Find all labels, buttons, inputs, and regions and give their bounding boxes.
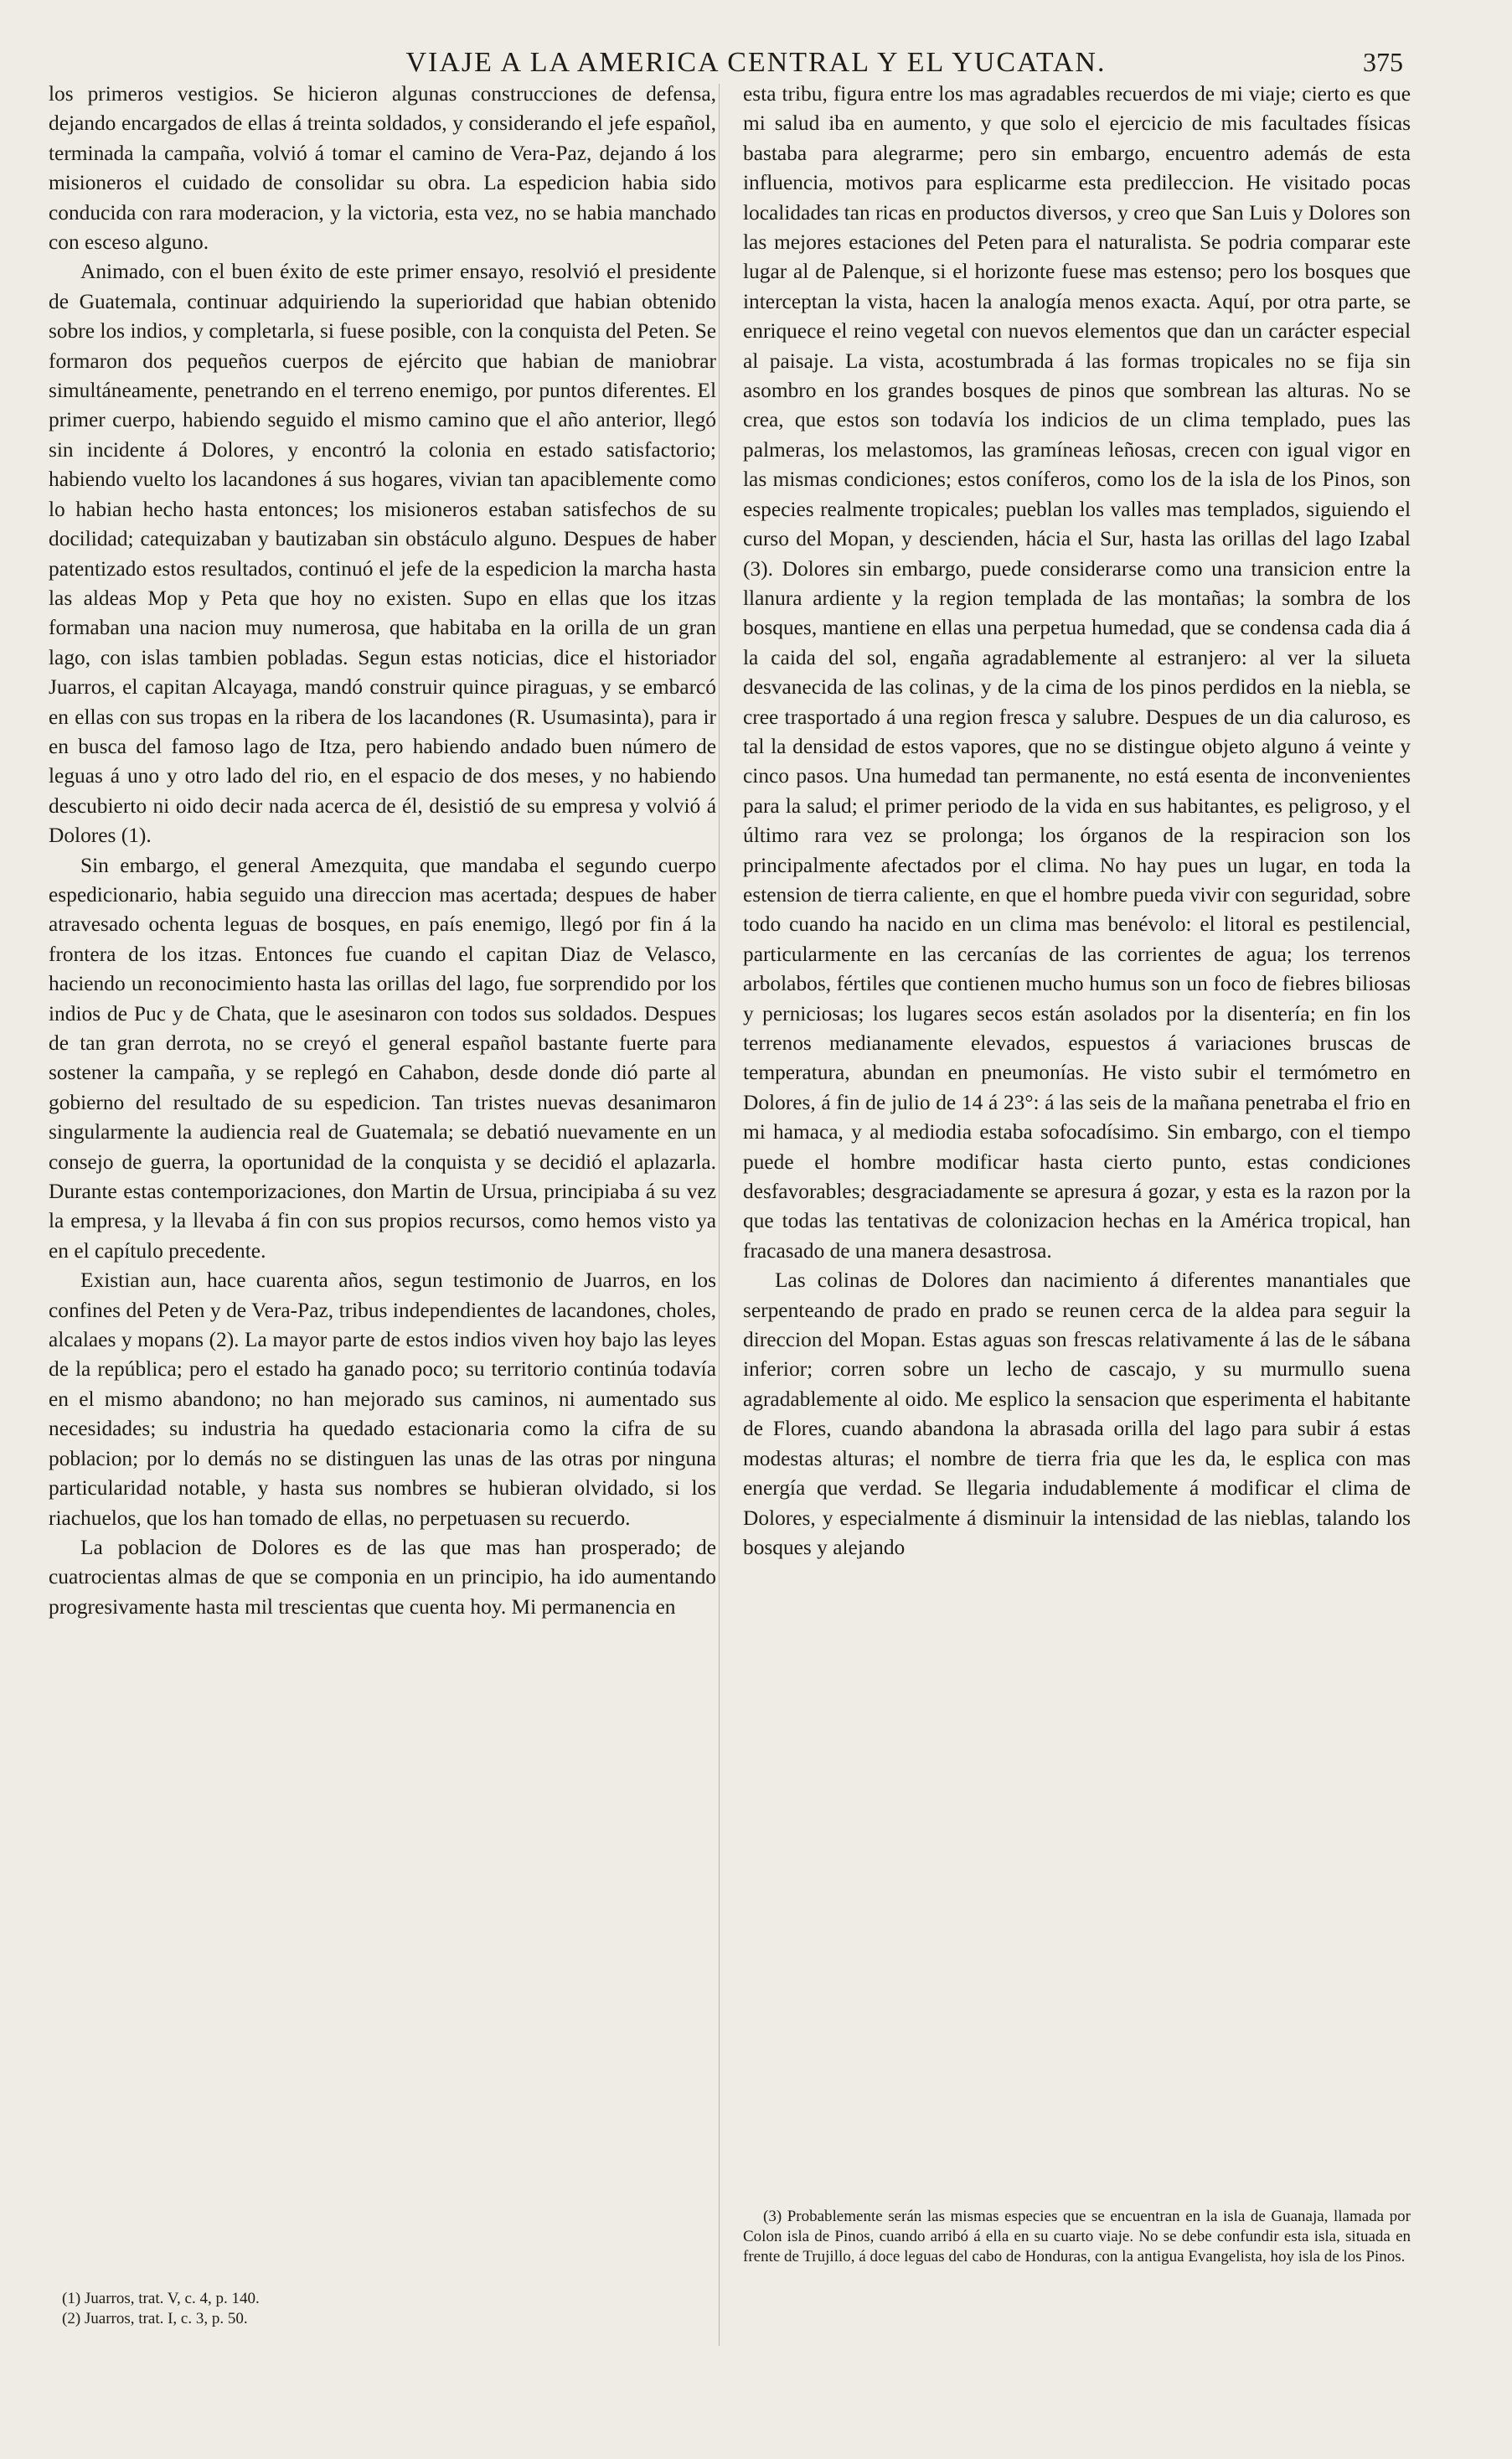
page-number: 375 xyxy=(1363,47,1403,77)
footnote: (3) Probablemente serán las mismas especies que se encuentran en la isla de Guanaja, llamada por Colon isla de Pinos, cuando arribó á ella en su cuarto viaje. No se debe confundir esta isla, situada en frente de Trujillo, á doce leguas del cabo de Honduras, con la antigua Evangelista, hoy isla de los Pinos. xyxy=(743,2208,1411,2265)
footnotes-left xyxy=(49,2289,716,2329)
paragraph: esta tribu, figura entre los mas agradables recuerdos de mi viaje; cierto es que mi salud iba en aumento, y que solo el ejercicio de mis facultades físicas bastaba para alegrarme; pero sin embargo, encuentro además de esta influencia, motivos para esplicarme esta predileccion. He visitado pocas localidades tan ricas en productos diversos, y creo que San Luis y Dolores son las mejores estaciones del Peten para el naturalista. Se podria comparar este lugar al de Palenque, si el horizonte fuese mas estenso; pero los bosques que interceptan la vista, hacen la analogía menos exacta. Aquí, por otra parte, se enriquece el reino vegetal con nuevos elementos que dan un carácter especial al paisaje. La vista, acostumbrada á las formas tropicales no se fija sin asombro en los grandes bosques de pinos que sombrean las alturas. No se crea, que estos son todavía los indicios de un clima templado, pues las palmeras, los melastomos, las gramíneas leñosas, crecen con igual vigor en las mismas condiciones; estos coníferos, como los de la isla de los Pinos, son especies realmente tropicales; pueblan los valles mas templados, siguiendo el curso del Mopan, y descienden, hácia el Sur, hasta las orillas del lago Izabal (3). Dolores sin embargo, puede considerarse como una transicion entre la llanura ardiente y la region templada de las montañas; la sombra de los bosques, mantiene en ellas una perpetua humedad, que se condensa cada dia á la caida del sol, engaña agradablemente al estranjero: al ver la silueta desvanecida de las colinas, y de la cima de los pinos perdidos en la niebla, se cree trasportado á una region fresca y salubre. Despues de un dia caluroso, es tal la densidad de estos vapores, que no se distingue objeto alguno á veinte y cinco pasos. Una humedad tan permanente, no está esenta de inconvenientes para la salud; el primer periodo de la vida en sus habitantes, es peligroso, y el último rara vez se prolonga; los órganos de la respiracion son los principalmente afectados por el clima. No hay pues un lugar, en toda la estension de tierra caliente, en que el hombre pueda vivir con seguridad, sobre todo cuando ha nacido en un clima mas benévolo: el litoral es pestilencial, particularmente en las cercanías de las corrientes de agua; los terrenos arbolabos, fértiles que contienen mucho humus son un foco de fiebres biliosas y perniciosas; los lugares secos están asolados por la disentería; en fin los terrenos medianamente elevados, espuestos á variaciones bruscas de temperatura, abundan en pneumonías. He visto subir el termómetro en Dolores, á fin de julio de 14 á 23°: á las seis de la mañana penetraba el frio en mi hamaca, y al mediodia estaba sofocadísimo. Sin embargo, con el tiempo puede el hombre modificar hasta cierto punto, estas condiciones desfavorables; desgraciadamente se apresura á gozar, y esta es la razon por la que todas las tentativas de colonizacion hechas en la América tropical, han fracasado de una manera desastrosa. xyxy=(743,82,1411,1263)
paragraph: La poblacion de Dolores es de las que mas han prosperado; de cuatrocientas almas de que se componia en un principio, ha ido aumentando progresivamente hasta mil trescientas que cuenta hoy. Mi permanencia en xyxy=(49,1535,716,1619)
right-column xyxy=(743,80,1411,1563)
paragraph: Sin embargo, el general Amezquita, que mandaba el segundo cuerpo espedicionario, habia seguido una direccion mas acertada; despues de haber atravesado ochenta leguas de bosques, en país enemigo, llegó por fin á la frontera de los itzas. Entonces fue cuando el capitan Diaz de Velasco, haciendo un reconocimiento hasta las orillas del lago, fue sorprendido por los indios de Puc y de Chata, que le asesinaron con todos sus soldados. Despues de tan gran derrota, no se creyó el general español bastante fuerte para sostener la campaña, y se replegó en Cahabon, desde donde dió parte al gobierno del resultado de su espedicion. Tan tristes nuevas desanimaron singularmente la audiencia real de Guatemala; se debatió nuevamente en un consejo de guerra, la oportunidad de la conquista y se decidió el aplazarla. Durante estas contemporizaciones, don Martin de Ursua, principiaba á su vez la empresa, y la llevaba á fin con sus propios recursos, como hemos visto ya en el capítulo precedente. xyxy=(49,853,716,1263)
left-column xyxy=(49,80,716,1622)
page-header xyxy=(0,42,1512,84)
paragraph: Existian aun, hace cuarenta años, segun testimonio de Juarros, en los confines del Peten y de Vera-Paz, tribus independientes de lacandones, choles, alcalaes y mopans (2). La mayor parte de estos indios viven hoy bajo las leyes de la república; pero el estado ha ganado poco; su territorio continúa todavía en el mismo abandono; no han mejorado sus caminos, ni aumentado sus necesidades; su industria ha quedado estacionaria como la cifra de su poblacion; por lo demás no se distinguen las unas de las otras por ninguna particularidad notable, y hasta sus nombres se hubieran olvidado, si los riachuelos, que los han tomado de ellas, no perpetuasen su recuerdo. xyxy=(49,1268,716,1530)
running-title: VIAJE A LA AMERICA CENTRAL Y EL YUCATAN. xyxy=(405,47,1107,78)
footnotes-right xyxy=(743,2207,1411,2267)
footnote: (2) Juarros, trat. I, c. 3, p. 50. xyxy=(62,2310,248,2327)
column-divider xyxy=(719,84,720,2346)
footnote: (1) Juarros, trat. V, c. 4, p. 140. xyxy=(62,2290,260,2307)
paragraph: los primeros vestigios. Se hicieron algunas construcciones de defensa, dejando encargados de ellas á treinta soldados, y considerando el jefe español, terminada la campaña, volvió á tomar el camino de Vera-Paz, dejando á los misioneros el cuidado de consolidar su obra. La espedicion habia sido conducida con rara moderacion, y la victoria, esta vez, no se habia manchado con esceso alguno. xyxy=(49,82,716,255)
paragraph: Las colinas de Dolores dan nacimiento á diferentes manantiales que serpenteando de prado en prado se reunen cerca de la aldea para seguir la direccion del Mopan. Estas aguas son frescas relativamente á las de le sábana inferior; corren sobre un lecho de cascajo, y su murmullo suena agradablemente al oido. Me esplico la sensacion que esperimenta el habitante de Flores, cuando abandona la abrasada orilla del lago para subir á estas modestas alturas; el nombre de tierra fria que les da, le esplica con mas energía que verdad. Se llegaria indudablemente á modificar el clima de Dolores, y especialmente á disminuir la intensidad de las nieblas, talando los bosques y alejando xyxy=(743,1268,1411,1559)
paragraph: Animado, con el buen éxito de este primer ensayo, resolvió el presidente de Guatemala, continuar adquiriendo la superioridad que habian obtenido sobre los indios, y completarla, si fuese posible, con la conquista del Peten. Se formaron dos pequeños cuerpos de ejército que habian de maniobrar simultáneamente, penetrando en el terreno enemigo, por puntos diferentes. El primer cuerpo, habiendo seguido el mismo camino que el año anterior, llegó sin incidente á Dolores, y encontró la colonia en estado satisfactorio; habiendo vuelto los lacandones á sus hogares, vivian tan apaciblemente como lo habian hecho hasta entonces; los misioneros estaban satisfechos de su docilidad; catequizaban y bautizaban sin obstáculo alguno. Despues de haber patentizado estos resultados, continuó el jefe de la espedicion la marcha hasta las aldeas Mop y Peta que hoy no existen. Supo en ellas que los itzas formaban una nacion muy numerosa, que habitaba en la orilla de un gran lago, con islas tambien pobladas. Segun estas noticias, dice el historiador Juarros, el capitan Alcayaga, mandó construir quince piraguas, y se embarcó en ellas con sus tropas en la ribera de los lacandones (R. Usumasinta), para ir en busca del famoso lago de Itza, pero habiendo andado buen número de leguas á uno y otro lado del rio, en el espacio de dos meses, y no habiendo descubierto ni oido decir nada acerca de él, desistió de su empresa y volvió á Dolores (1). xyxy=(49,260,716,848)
